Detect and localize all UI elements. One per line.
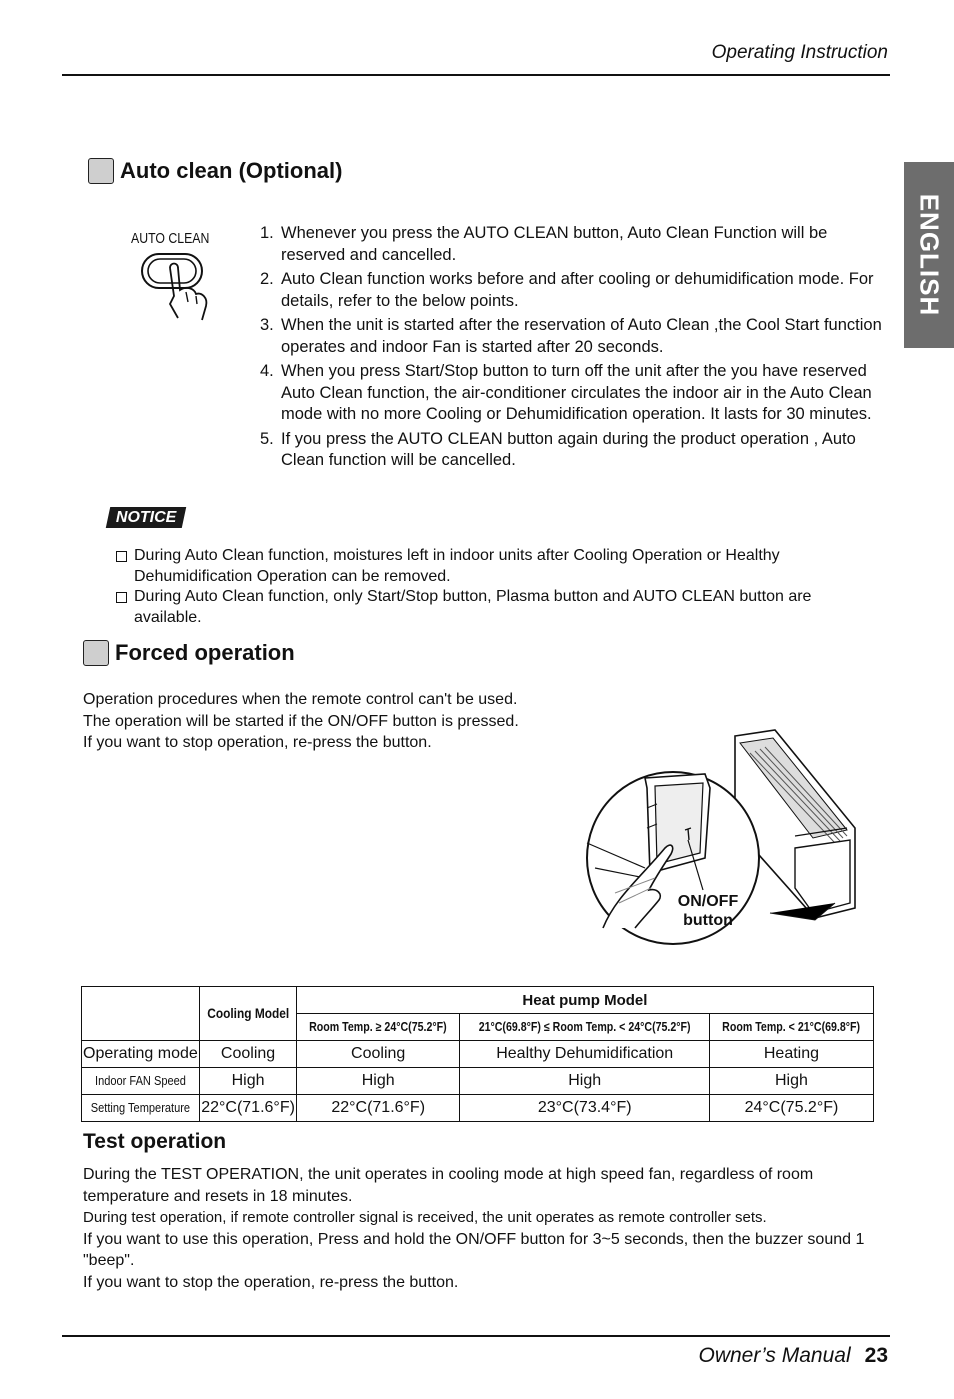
notice-list xyxy=(116,546,836,628)
table-row xyxy=(82,1068,874,1095)
table-cell: 23°C(73.4°F) xyxy=(460,1095,710,1122)
table-cell: High xyxy=(460,1068,710,1095)
table-row xyxy=(82,987,874,1014)
page-number: 23 xyxy=(864,1344,888,1367)
table-cell: Indoor FAN Speed xyxy=(82,1068,200,1095)
table-cell: 22°C(71.6°F) xyxy=(297,1095,460,1122)
table-cell: 22°C(71.6°F) xyxy=(199,1095,296,1122)
table-row xyxy=(82,1095,874,1122)
list-item: During Auto Clean function, only Start/Stop button, Plasma button and AUTO CLEAN button are available. xyxy=(116,587,836,628)
table-cell: Cooling xyxy=(297,1041,460,1068)
table-cell: High xyxy=(710,1068,873,1095)
table-corner-cell xyxy=(82,987,200,1041)
list-item: 4. When you press Start/Stop button to turn off the unit after the you have reserved Auto Clean function, the air-conditioner circulates the indoor air in the Auto Clean mode with no more Cooling or Dehumidification operation. It lasts for 30 minutes. xyxy=(260,362,872,423)
auto-clean-title: Auto clean (Optional) xyxy=(120,158,343,183)
language-tab-label: ENGLISH xyxy=(914,193,945,317)
forced-operation-icon xyxy=(83,640,109,666)
table-cell: High xyxy=(199,1068,296,1095)
forced-operation-heading xyxy=(83,640,295,666)
auto-clean-button-label: AUTO CLEAN xyxy=(131,230,210,247)
table-cell: High xyxy=(297,1068,460,1095)
table-header: Room Temp. < 21°C(69.8°F) xyxy=(710,1014,873,1041)
operation-mode-table xyxy=(81,986,874,1122)
list-item: 1. Whenever you press the AUTO CLEAN button, Auto Clean Function will be reserved and cancelled. xyxy=(260,224,828,264)
table-cell: Operating mode xyxy=(82,1041,200,1068)
footer xyxy=(699,1344,889,1368)
table-header: 21°C(69.8°F) ≤ Room Temp. < 24°C(75.2°F) xyxy=(460,1014,710,1041)
table-header: Heat pump Model xyxy=(297,987,873,1014)
list-item: 3. When the unit is started after the reservation of Auto Clean ,the Cool Start function operates and indoor Fan is started after 20 seconds. xyxy=(260,316,882,356)
table-cell: Cooling xyxy=(199,1041,296,1068)
header-rule xyxy=(62,74,890,76)
footer-rule xyxy=(62,1335,890,1337)
on-off-button-callout: ON/OFF button xyxy=(677,893,739,929)
hand-pressing-button-icon xyxy=(130,248,220,326)
list-item: 2. Auto Clean function works before and after cooling or dehumidification mode. For details, refer to the below points. xyxy=(260,270,874,310)
table-row xyxy=(82,1041,874,1068)
forced-operation-text: Operation procedures when the remote control can't be used. The operation will be started if the ON/OFF button is pressed. If you want to stop operation, re-press the button. xyxy=(83,691,519,751)
header-title: Operating Instruction xyxy=(711,42,888,63)
list-item: 5. If you press the AUTO CLEAN button again during the product operation , Auto Clean function will be cancelled. xyxy=(260,429,856,469)
language-tab xyxy=(904,162,954,348)
auto-clean-list xyxy=(260,223,892,475)
test-operation-title: Test operation xyxy=(83,1130,227,1153)
checkbox-bullet-icon xyxy=(116,551,127,562)
table-cell: Heating xyxy=(710,1041,873,1068)
checkbox-bullet-icon xyxy=(116,592,127,603)
test-operation-text: During the TEST OPERATION, the unit operates in cooling mode at high speed fan, regardless of room temperature and resets in 18 minutes. During test operation, if remote controller signal is received, the unit operates as remote controller sets. If you want to use this operation, Press and hold the ON/OFF button for 3~5 seconds, then the buzzer sound 1 "beep". If you want to stop the operation, re-press the button. xyxy=(83,1166,865,1291)
table-header: Cooling Model xyxy=(199,987,296,1041)
table-cell: Healthy Dehumidification xyxy=(460,1041,710,1068)
auto-clean-icon xyxy=(88,158,114,184)
table-cell: 24°C(75.2°F) xyxy=(710,1095,873,1122)
table-cell: Setting Temperature xyxy=(82,1095,200,1122)
auto-clean-heading xyxy=(88,158,342,184)
notice-badge: NOTICE xyxy=(106,507,187,528)
forced-operation-title: Forced operation xyxy=(115,640,295,665)
list-item: During Auto Clean function, moistures left in indoor units after Cooling Operation or Healthy Dehumidification Operation can be removed. xyxy=(116,546,836,587)
table-header: Room Temp. ≥ 24°C(75.2°F) xyxy=(297,1014,460,1041)
footer-label: Owner’s Manual xyxy=(698,1344,851,1367)
